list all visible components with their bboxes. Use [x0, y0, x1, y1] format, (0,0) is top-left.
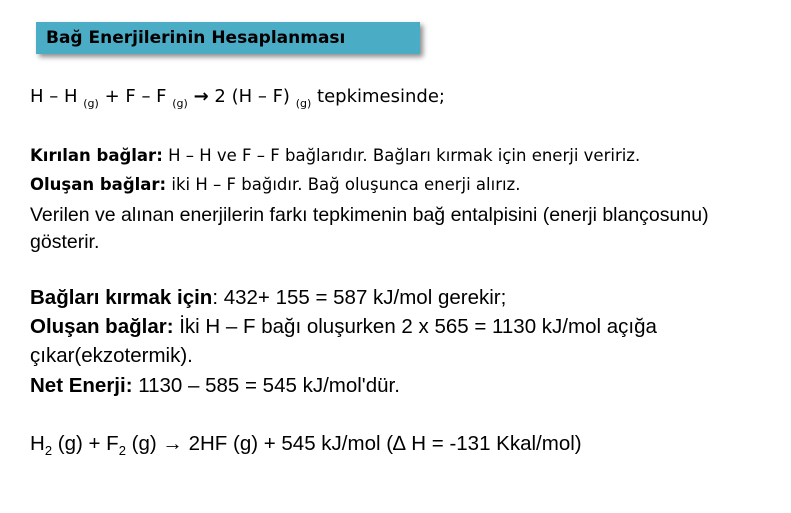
formed-bonds-label: Oluşan bağlar:: [30, 175, 167, 194]
eq-h: H: [30, 432, 45, 455]
eq-f-subscript: 2: [118, 443, 126, 458]
title-banner: [36, 22, 420, 54]
broken-bonds-text: H – H ve F – F bağlarıdır. Bağları kırmak için enerji veririz.: [168, 146, 641, 165]
page-title: Bağ Enerjilerinin Hesaplanması: [46, 28, 346, 48]
state-subscript: (g): [83, 97, 99, 110]
net-energy-text: 1130 – 585 = 545 kJ/mol'dür.: [132, 374, 400, 397]
reaction-part: H – H: [30, 86, 78, 107]
reaction-part: tepkimesinde;: [317, 86, 445, 107]
broken-bonds-line: [30, 146, 640, 165]
broken-bonds-label: Kırılan bağlar:: [30, 146, 163, 165]
reaction-part: + F – F: [104, 86, 167, 107]
calc-form-label: Oluşan bağlar:: [30, 315, 174, 338]
state-subscript: (g): [172, 97, 188, 110]
explanation-paragraph: Verilen ve alınan enerjilerin farkı tepkimenin bağ entalpisini (enerji blançosunu) gösterir.: [30, 204, 709, 253]
net-energy-label: Net Enerji:: [30, 374, 133, 397]
calc-form-text: İki H – F bağı oluşurken 2 x 565 = 1130 kJ/mol açığa: [173, 315, 657, 338]
calc-form-line-2: çıkar(ekzotermik).: [30, 344, 193, 367]
reaction-line: [30, 86, 445, 110]
reaction-part: 2 (H – F): [214, 86, 290, 107]
calc-break-text: : 432+ 155 = 587 kJ/mol gerekir;: [212, 286, 507, 309]
calc-break-label: Bağları kırmak için: [30, 286, 213, 309]
reaction-arrow: →: [193, 86, 209, 107]
calc-form-line: [30, 315, 657, 339]
net-energy-line: [30, 374, 400, 398]
eq-rest: (g) → 2HF (g) + 545 kJ/mol (∆ H = -131 Kkal/mol): [125, 432, 582, 455]
calc-break-line: [30, 286, 506, 310]
state-subscript: (g): [295, 97, 312, 110]
formed-bonds-text: iki H – F bağıdır. Bağ oluşunca enerji alırız.: [171, 175, 521, 194]
formed-bonds-line: [30, 175, 520, 194]
eq-mid: (g) + F: [52, 432, 119, 455]
final-equation: [30, 432, 582, 456]
eq-h-subscript: 2: [44, 443, 53, 458]
